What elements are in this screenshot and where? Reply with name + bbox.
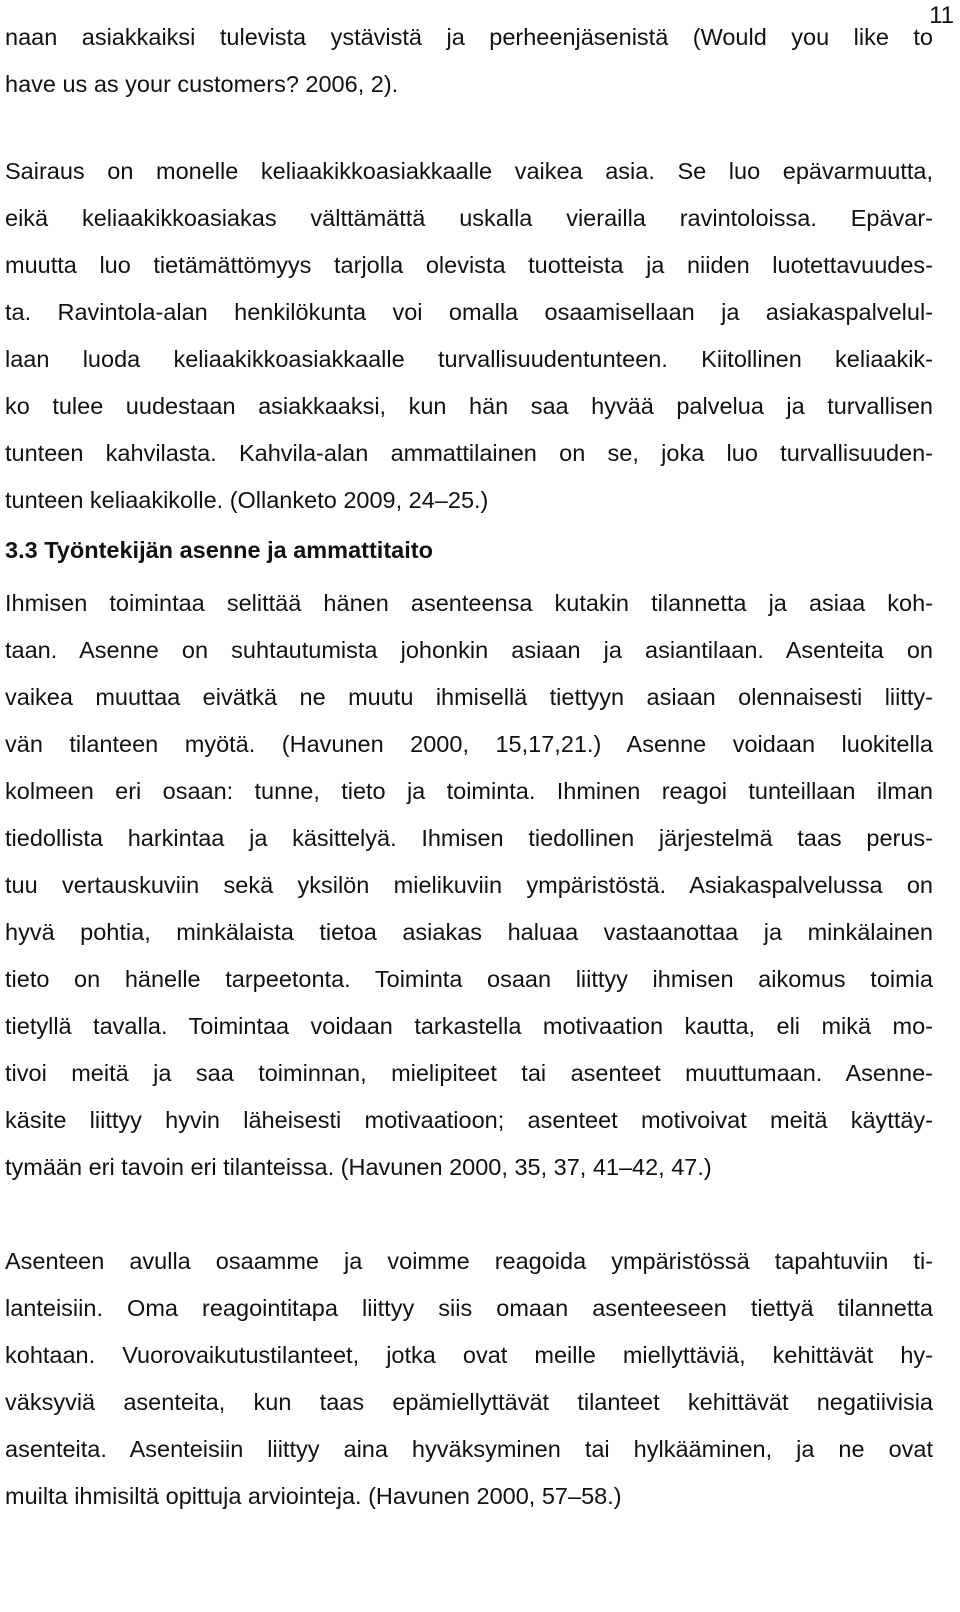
text-line: Sairaus on monelle keliaakikkoasiakkaalle vaikea asia. Se luo epävarmuutta, [5, 158, 933, 184]
text-line: tiedollista harkintaa ja käsittelyä. Ihmisen tiedollinen järjestelmä taas perus- [5, 825, 933, 851]
text-line: vän tilanteen myötä. (Havunen 2000, 15,17,21.) Asenne voidaan luokitella [5, 731, 933, 757]
text-line: Ihmisen toimintaa selittää hänen asenteensa kutakin tilannetta ja asiaa koh- [5, 590, 933, 616]
text-line: lanteisiin. Oma reagointitapa liittyy siis omaan asenteeseen tiettyä tilannetta [5, 1295, 933, 1321]
text-line: ta. Ravintola-alan henkilökunta voi omalla osaamisellaan ja asiakaspalvelul- [5, 299, 933, 325]
text-line: tunteen keliaakikolle. (Ollanketo 2009, 24–25.) [5, 487, 489, 513]
text-line: asenteita. Asenteisiin liittyy aina hyväksyminen tai hylkääminen, ja ne ovat [5, 1436, 933, 1462]
text-line: väksyviä asenteita, kun taas epämiellyttävät tilanteet kehittävät negatiivisia [5, 1389, 933, 1415]
text-line: have us as your customers? 2006, 2). [5, 71, 399, 97]
text-line: eikä keliaakikkoasiakas välttämättä uskalla vierailla ravintoloissa. Epävar- [5, 205, 933, 231]
text-line: tietyllä tavalla. Toimintaa voidaan tarkastella motivaation kautta, eli mikä mo- [5, 1013, 933, 1039]
section-heading: 3.3 Työntekijän asenne ja ammattitaito [5, 537, 433, 563]
page-number: 11 [929, 2, 954, 29]
text-line: muutta luo tietämättömyys tarjolla olevista tuotteista ja niiden luotettavuudes- [5, 252, 933, 278]
text-line: laan luoda keliaakikkoasiakkaalle turvallisuudentunteen. Kiitollinen keliaakik- [5, 346, 933, 372]
text-line: tunteen kahvilasta. Kahvila-alan ammattilainen on se, joka luo turvallisuuden- [5, 440, 933, 466]
text-line: kolmeen eri osaan: tunne, tieto ja toiminta. Ihminen reagoi tunteillaan ilman [5, 778, 933, 804]
text-line: taan. Asenne on suhtautumista johonkin asiaan ja asiantilaan. Asenteita on [5, 637, 933, 663]
text-line: tuu vertauskuviin sekä yksilön mielikuviin ympäristöstä. Asiakaspalvelussa on [5, 872, 933, 898]
text-line: tymään eri tavoin eri tilanteissa. (Havunen 2000, 35, 37, 41–42, 47.) [5, 1154, 712, 1180]
text-line: tieto on hänelle tarpeetonta. Toiminta osaan liittyy ihmisen aikomus toimia [5, 966, 933, 992]
text-line: tivoi meitä ja saa toiminnan, mielipiteet tai asenteet muuttumaan. Asenne- [5, 1060, 933, 1086]
text-line: kohtaan. Vuorovaikutustilanteet, jotka ovat meille miellyttäviä, kehittävät hy- [5, 1342, 933, 1368]
text-line: hyvä pohtia, minkälaista tietoa asiakas haluaa vastaanottaa ja minkälainen [5, 919, 933, 945]
paragraph [5, 580, 933, 1191]
paragraph [5, 148, 933, 524]
document-body [5, 14, 933, 1520]
text-line: käsite liittyy hyvin läheisesti motivaatioon; asenteet motivoivat meitä käyttäy- [5, 1107, 933, 1133]
text-line: Asenteen avulla osaamme ja voimme reagoida ympäristössä tapahtuviin ti- [5, 1248, 933, 1274]
paragraph [5, 1238, 933, 1520]
text-line: naan asiakkaiksi tulevista ystävistä ja perheenjäsenistä (Would you like to [5, 24, 933, 50]
text-line: muilta ihmisiltä opittuja arviointeja. (Havunen 2000, 57–58.) [5, 1483, 622, 1509]
paragraph [5, 14, 933, 108]
text-line: vaikea muuttaa eivätkä ne muutu ihmisellä tiettyyn asiaan olennaisesti liitty- [5, 684, 933, 710]
text-line: ko tulee uudestaan asiakkaaksi, kun hän saa hyvää palvelua ja turvallisen [5, 393, 933, 419]
